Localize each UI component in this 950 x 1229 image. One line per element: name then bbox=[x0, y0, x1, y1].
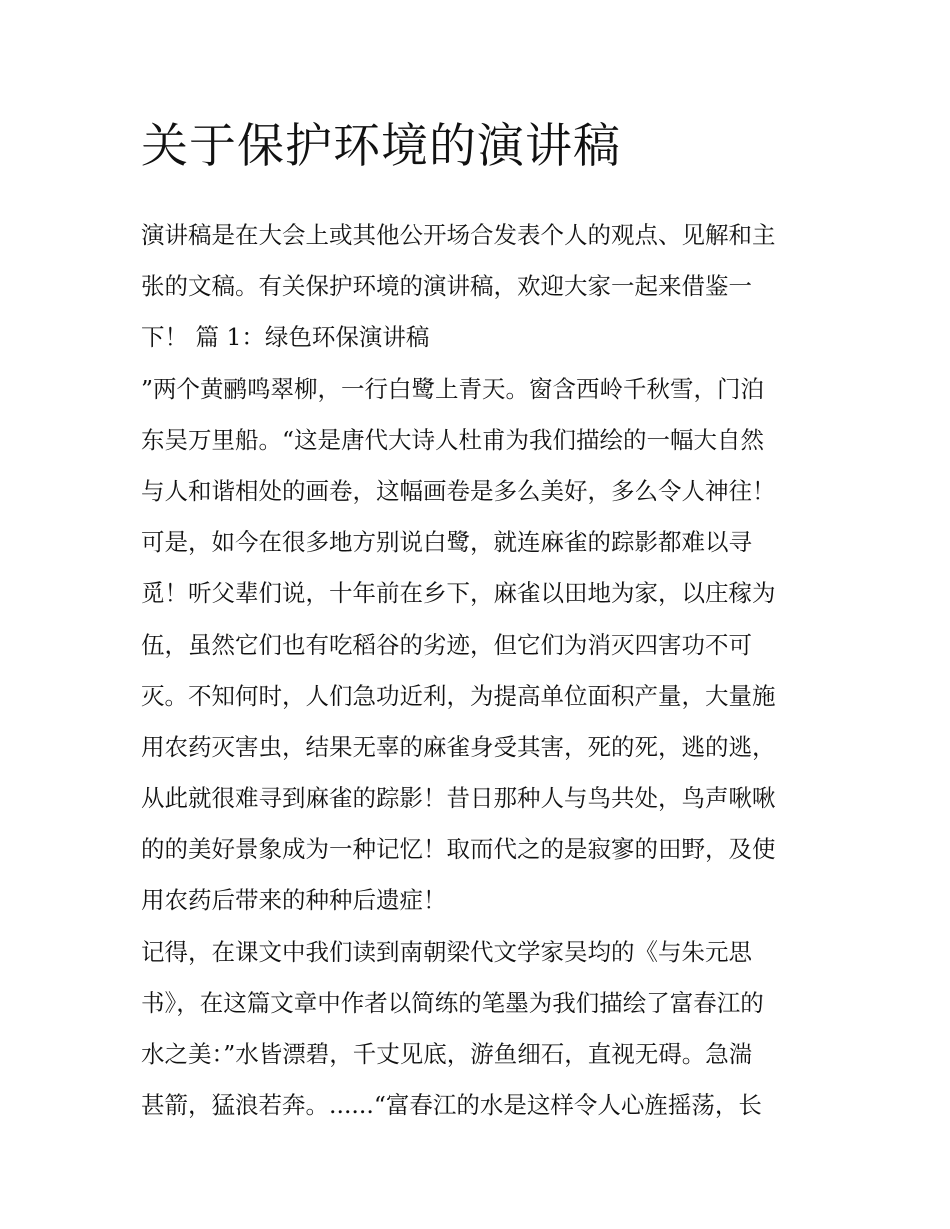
text-line: 可是，如今在很多地方别说白鹭，就连麻雀的踪影都难以寻 bbox=[141, 528, 752, 557]
document-title: 关于保护环境的演讲稿 bbox=[141, 119, 621, 174]
text-line: 记得，在课文中我们读到南朝梁代文学家吴均的《与朱元思 bbox=[141, 937, 752, 966]
text-line: 张的文稿。有关保护环境的演讲稿，欢迎大家一起来借鉴一 bbox=[141, 272, 752, 301]
text-line: 觅！听父辈们说，十年前在乡下，麻雀以田地为家，以庄稼为 bbox=[141, 579, 776, 608]
text-line: 灭。不知何时，人们急功近利，为提高单位面积产量，大量施 bbox=[141, 681, 776, 710]
text-line: 东吴万里船。“这是唐代大诗人杜甫为我们描绘的一幅大自然 bbox=[141, 425, 765, 454]
text-line: ”两个黄鹂鸣翠柳，一行白鹭上青天。窗含西岭千秋雪，门泊 bbox=[141, 374, 765, 403]
text-line: 演讲稿是在大会上或其他公开场合发表个人的观点、见解和主 bbox=[141, 221, 776, 249]
text-line: 用农药灭害虫，结果无辜的麻雀身受其害，死的死，逃的逃， bbox=[141, 732, 776, 761]
text-line: 水之美：”水皆漂碧，千丈见底，游鱼细石，直视无碍。急湍 bbox=[141, 1040, 753, 1068]
document-body bbox=[141, 210, 821, 1131]
text-line: 甚箭，猛浪若奔。......“富春江的水是这样令人心旌摇荡，长 bbox=[141, 1091, 762, 1120]
text-line: 与人和谐相处的画卷，这幅画卷是多么美好，多么令人神往！ bbox=[141, 476, 776, 505]
text-line: 伍，虽然它们也有吃稻谷的劣迹，但它们为消灭四害功不可 bbox=[141, 630, 752, 659]
text-line: 从此就很难寻到麻雀的踪影！昔日那种人与鸟共处，鸟声啾啾 bbox=[141, 784, 776, 813]
text-line: 用农药后带来的种种后遗症！ bbox=[141, 886, 447, 915]
document-content bbox=[141, 112, 821, 1131]
text-line: 下！ 篇 1：绿色环保演讲稿 bbox=[141, 323, 430, 352]
text-line: 的的美好景象成为一种记忆！取而代之的是寂寥的田野，及使 bbox=[141, 835, 776, 864]
text-line: 书》，在这篇文章中作者以简练的笔墨为我们描绘了富春江的 bbox=[141, 988, 764, 1017]
